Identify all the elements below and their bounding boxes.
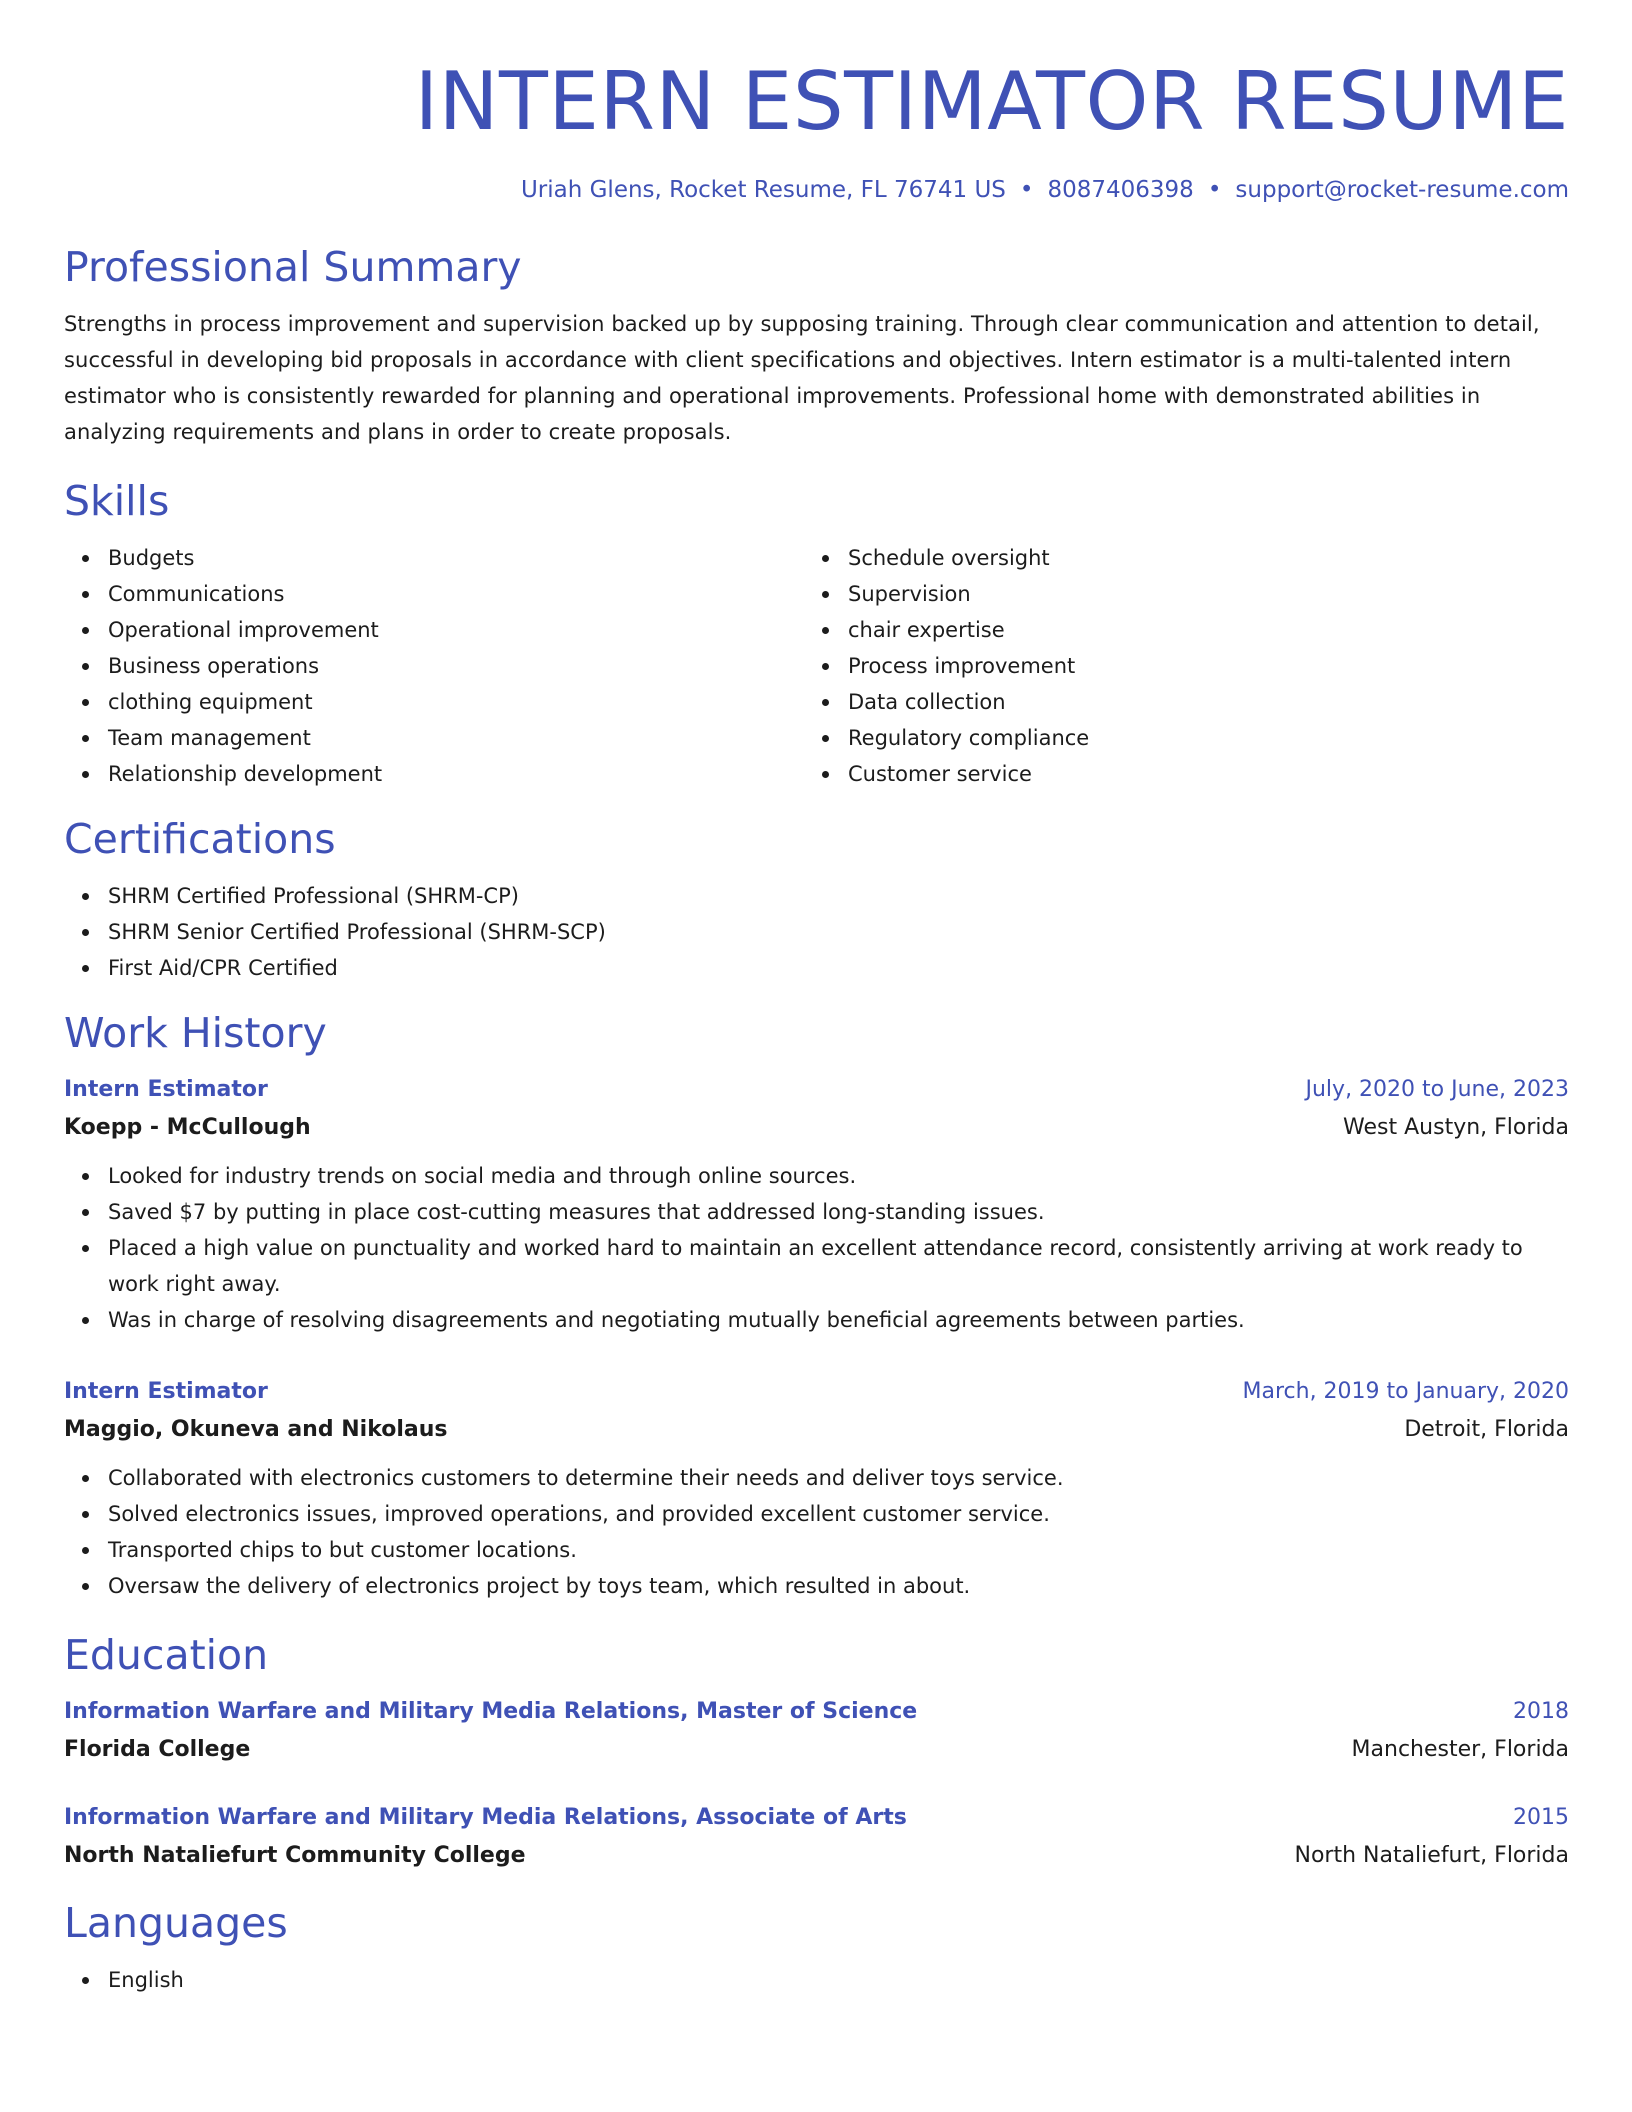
education-school: North Nataliefurt Community College xyxy=(64,1843,526,1868)
languages-list xyxy=(64,1962,1569,1998)
skill-item: Relationship development xyxy=(64,756,804,792)
certifications-section xyxy=(64,814,1569,986)
education-degree: Information Warfare and Military Media Relations, Associate of Arts xyxy=(64,1805,907,1830)
skill-item: chair expertise xyxy=(804,612,1544,648)
skill-item: Process improvement xyxy=(804,648,1544,684)
summary-text: Strengths in process improvement and supervision backed up by supposing training. Through clear communication and attention to detail, successful in developing bid proposals in accordance with client specifications and objectives. Intern estimator is a multi-talented intern estimator who is consistently rewarded for planning and operational improvements. Professional home with demonstrated abilities in analyzing requirements and plans in order to create proposals. xyxy=(64,312,1540,444)
job-employer-row xyxy=(64,1108,1569,1148)
job-entry xyxy=(64,1374,1569,1604)
job-bullet: Transported chips to but customer locations. xyxy=(64,1532,1569,1568)
certification-item: SHRM Senior Certified Professional (SHRM-SCP) xyxy=(64,914,1569,950)
certifications-list xyxy=(64,878,1569,986)
job-location: West Austyn, Florida xyxy=(1343,1115,1569,1140)
section-heading: Certifications xyxy=(64,815,336,863)
skill-item: Communications xyxy=(64,576,804,612)
skill-item: Customer service xyxy=(804,756,1544,792)
job-employer: Koepp - McCullough xyxy=(64,1115,311,1140)
skill-item: Schedule oversight xyxy=(804,540,1544,576)
job-bullet: Placed a high value on punctuality and worked hard to maintain an excellent attendance record, consistently arriving at work ready to work right away. xyxy=(64,1230,1569,1302)
skill-item: Supervision xyxy=(804,576,1544,612)
job-bullet: Was in charge of resolving disagreements and negotiating mutually beneficial agreements between parties. xyxy=(64,1302,1569,1338)
job-bullets xyxy=(64,1460,1569,1604)
job-bullet: Oversaw the delivery of electronics project by toys team, which resulted in about. xyxy=(64,1568,1569,1604)
skill-item: Budgets xyxy=(64,540,804,576)
education-year: 2018 xyxy=(1513,1699,1569,1724)
contact-line xyxy=(64,174,1569,206)
job-employer: Maggio, Okuneva and Nikolaus xyxy=(64,1417,448,1442)
education-year: 2015 xyxy=(1513,1805,1569,1830)
job-bullet: Collaborated with electronics customers to determine their needs and deliver toys service. xyxy=(64,1460,1569,1496)
section-heading: Professional Summary xyxy=(64,243,522,291)
section-heading: Skills xyxy=(64,477,170,525)
job-role: Intern Estimator xyxy=(64,1379,268,1404)
certification-item: SHRM Certified Professional (SHRM-CP) xyxy=(64,878,1569,914)
job-dates: July, 2020 to June, 2023 xyxy=(1305,1077,1569,1102)
skill-item: Operational improvement xyxy=(64,612,804,648)
education-school-row xyxy=(64,1730,1569,1770)
job-bullet: Looked for industry trends on social media and through online sources. xyxy=(64,1158,1569,1194)
skill-item: Business operations xyxy=(64,648,804,684)
education-entry xyxy=(64,1694,1569,1770)
skills-list-left xyxy=(64,540,804,792)
job-role: Intern Estimator xyxy=(64,1077,268,1102)
job-location: Detroit, Florida xyxy=(1404,1417,1569,1442)
education-location: North Nataliefurt, Florida xyxy=(1294,1843,1569,1868)
education-degree: Information Warfare and Military Media Relations, Master of Science xyxy=(64,1699,918,1724)
skills-columns xyxy=(64,540,1569,792)
skill-item: Team management xyxy=(64,720,804,756)
job-bullet: Saved $7 by putting in place cost-cutting measures that addressed long-standing issues. xyxy=(64,1194,1569,1230)
education-section xyxy=(64,1630,1569,1876)
languages-section xyxy=(64,1898,1569,1998)
job-bullet: Solved electronics issues, improved operations, and provided excellent customer service. xyxy=(64,1496,1569,1532)
job-entry xyxy=(64,1072,1569,1338)
job-bullets xyxy=(64,1158,1569,1338)
contact-email[interactable]: support@rocket-resume.com xyxy=(1235,177,1569,203)
job-header-row xyxy=(64,1374,1569,1410)
education-entry xyxy=(64,1800,1569,1876)
contact-phone: 8087406398 xyxy=(1047,177,1194,203)
skill-item: clothing equipment xyxy=(64,684,804,720)
certification-item: First Aid/CPR Certified xyxy=(64,950,1569,986)
contact-separator: • xyxy=(1019,177,1034,203)
section-heading: Education xyxy=(64,1631,269,1679)
skills-section xyxy=(64,476,1569,792)
education-school: Florida College xyxy=(64,1737,251,1762)
professional-summary-section xyxy=(64,242,1569,450)
contact-separator: • xyxy=(1207,177,1222,203)
education-location: Manchester, Florida xyxy=(1351,1737,1569,1762)
contact-address: Uriah Glens, Rocket Resume, FL 76741 US xyxy=(520,177,1006,203)
language-item: English xyxy=(64,1962,1569,1998)
section-heading: Languages xyxy=(64,1899,288,1947)
job-dates: March, 2019 to January, 2020 xyxy=(1242,1379,1569,1404)
job-header-row xyxy=(64,1072,1569,1108)
skills-list-right xyxy=(804,540,1544,792)
work-history-section xyxy=(64,1008,1569,1604)
job-employer-row xyxy=(64,1410,1569,1450)
section-heading: Work History xyxy=(64,1009,327,1057)
skill-item: Regulatory compliance xyxy=(804,720,1544,756)
resume-title: INTERN ESTIMATOR RESUME xyxy=(414,55,1569,148)
skill-item: Data collection xyxy=(804,684,1544,720)
education-school-row xyxy=(64,1836,1569,1876)
education-header-row xyxy=(64,1800,1569,1836)
education-header-row xyxy=(64,1694,1569,1730)
